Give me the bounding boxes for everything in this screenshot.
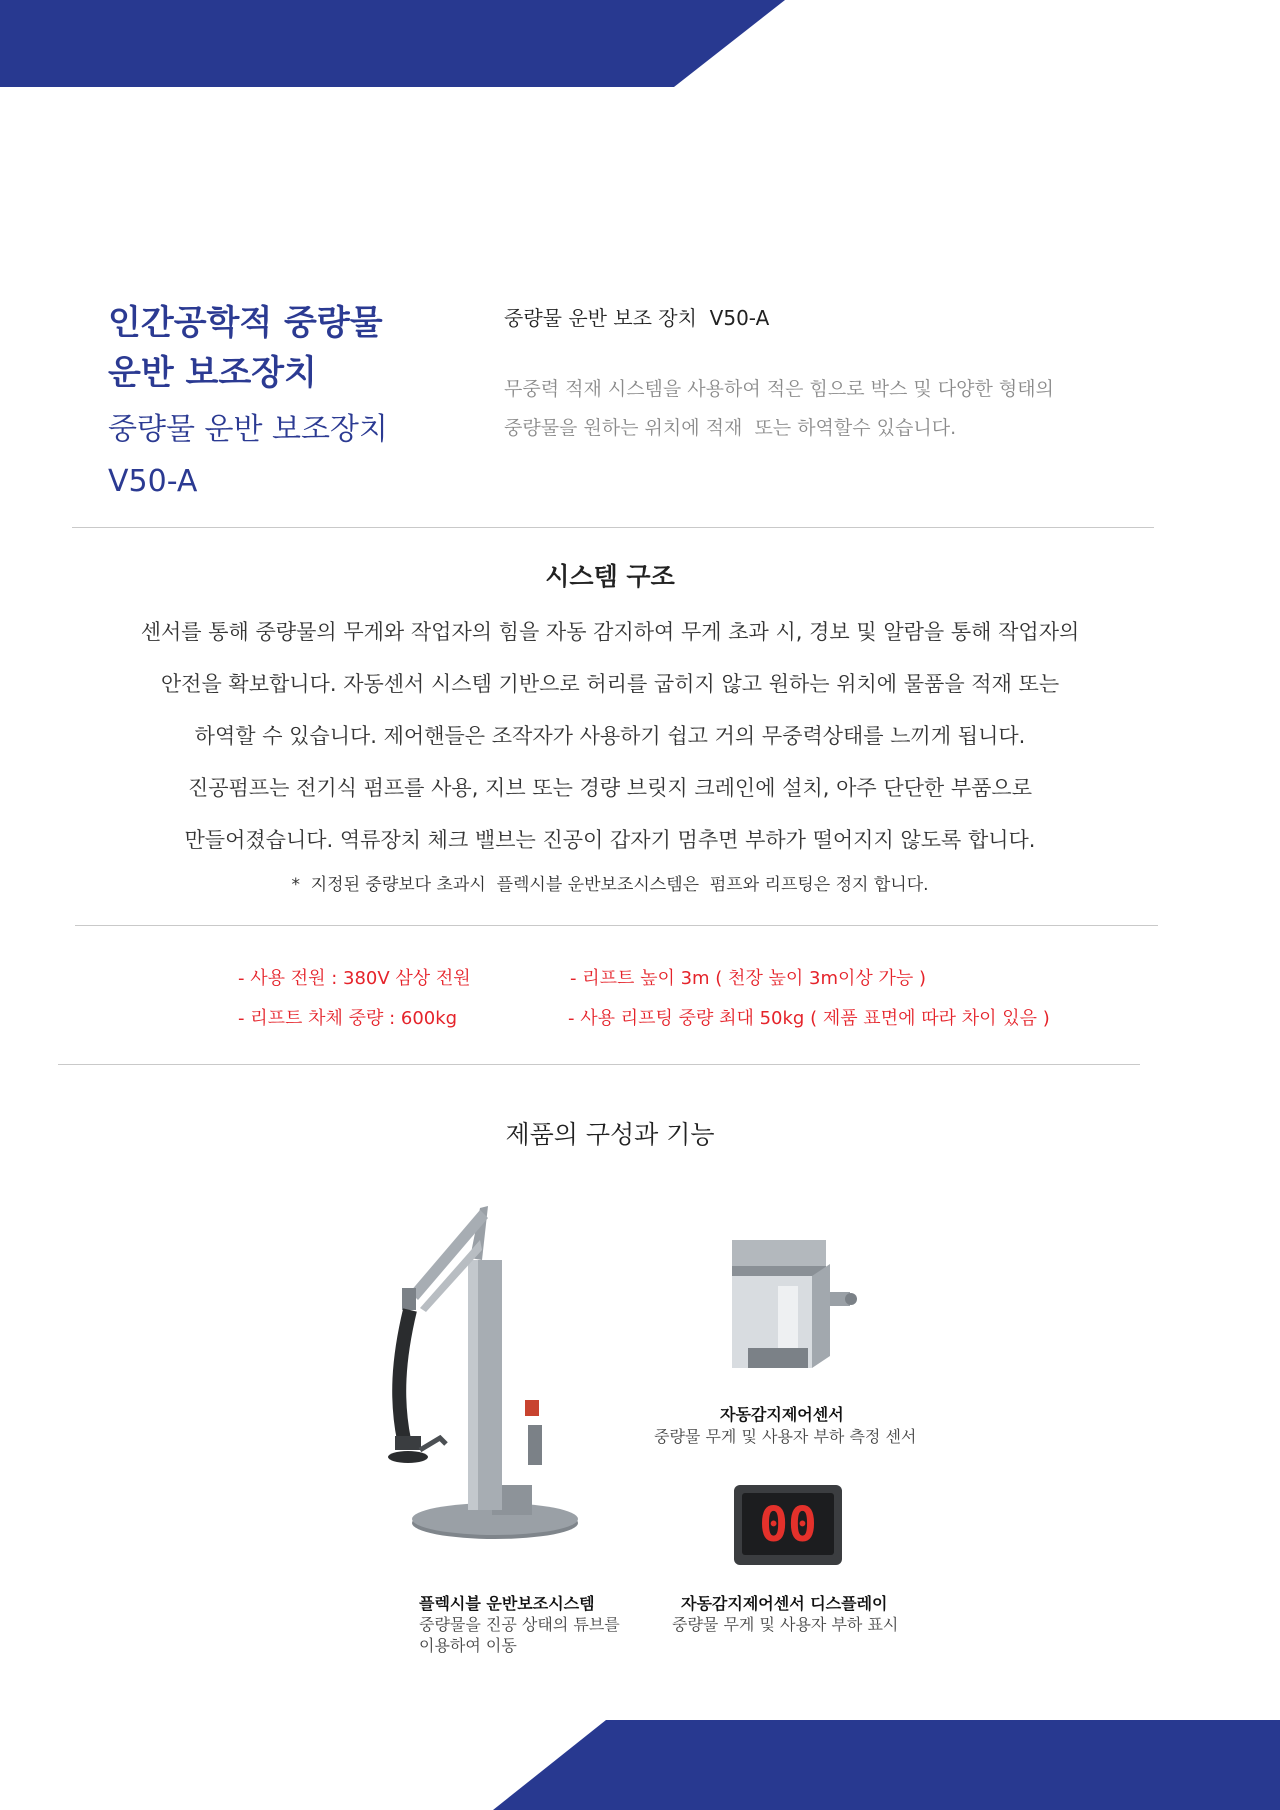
system-line: 하역할 수 있습니다. 제어핸들은 조작자가 사용하기 쉽고 거의 무중력상태를 느끼게 됩니다. xyxy=(194,724,1026,748)
product-description xyxy=(504,370,1144,448)
product-desc-line2: 중량물을 원하는 위치에 적재 또는 하역할수 있습니다. xyxy=(504,417,957,439)
system-note: * 지정된 중량보다 초과시 플렉시블 운반보조시스템은 펌프와 리프팅은 정지 합니다. xyxy=(291,875,929,895)
display-readout: 00 xyxy=(759,1497,817,1553)
spec-max-load: - 사용 리프팅 중량 최대 50kg ( 제품 표면에 따라 차이 있음 ) xyxy=(568,1008,1050,1029)
bottom-banner xyxy=(493,1720,1280,1810)
sensor-image xyxy=(718,1236,858,1376)
display-image xyxy=(734,1485,842,1565)
lift-name: 플렉시블 운반보조시스템 xyxy=(419,1594,595,1613)
page-title-line1: 인간공학적 중량물 xyxy=(108,303,383,343)
spec-lift-height: - 리프트 높이 3m ( 천장 높이 3m이상 가능 ) xyxy=(570,968,927,989)
components-title: 제품의 구성과 기능 xyxy=(505,1120,715,1149)
product-desc-line1: 무중력 적재 시스템을 사용하여 적은 힘으로 박스 및 다양한 형태의 xyxy=(504,378,1054,400)
spec-power: - 사용 전원 : 380V 삼상 전원 xyxy=(238,968,471,989)
top-banner xyxy=(0,0,785,87)
divider-1 xyxy=(72,527,1154,528)
product-name: 중량물 운반 보조 장치 V50-A xyxy=(504,306,770,330)
lift-desc-line1: 중량물을 진공 상태의 튜브를 xyxy=(419,1615,620,1634)
divider-2 xyxy=(75,925,1158,926)
system-paragraph xyxy=(60,606,1160,866)
divider-3 xyxy=(58,1064,1140,1065)
system-line: 진공펌프는 전기식 펌프를 사용, 지브 또는 경량 브릿지 크레인에 설치, 아주 단단한 부품으로 xyxy=(187,776,1033,800)
page-title-line2: 운반 보조장치 xyxy=(108,353,317,393)
display-desc: 중량물 무게 및 사용자 부하 표시 xyxy=(672,1615,899,1634)
lift-system-image xyxy=(380,1200,620,1545)
system-line: 센서를 통해 중량물의 무게와 작업자의 힘을 자동 감지하여 무게 초과 시, 경보 및 알람을 통해 작업자의 xyxy=(140,620,1080,644)
sensor-desc: 중량물 무게 및 사용자 부하 측정 센서 xyxy=(654,1427,917,1446)
system-line: 만들어졌습니다. 역류장치 체크 밸브는 진공이 갑자기 멈추면 부하가 떨어지지 않도록 합니다. xyxy=(184,828,1036,852)
sensor-name: 자동감지제어센서 xyxy=(720,1405,844,1424)
spec-weight: - 리프트 차체 중량 : 600kg xyxy=(238,1008,458,1029)
display-name: 자동감지제어센서 디스플레이 xyxy=(681,1594,888,1613)
system-line: 안전을 확보합니다. 자동센서 시스템 기반으로 허리를 굽히지 않고 원하는 위치에 물품을 적재 또는 xyxy=(160,672,1060,696)
lift-desc-line2: 이용하여 이동 xyxy=(419,1636,517,1655)
page-subtitle-line1: 중량물 운반 보조장치 xyxy=(108,412,388,447)
lift-desc xyxy=(419,1614,620,1656)
page-subtitle-line2: V50-A xyxy=(108,464,198,499)
title-block xyxy=(108,298,448,508)
system-title: 시스템 구조 xyxy=(545,562,675,591)
